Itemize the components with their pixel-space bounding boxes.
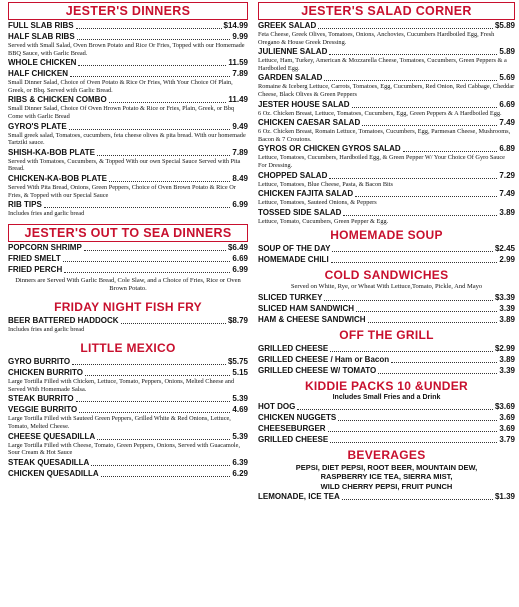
- menu-item-name: SHISH-KA-BOB PLATE: [8, 147, 95, 157]
- menu-item: [8, 32, 248, 57]
- menu-item-row: [8, 265, 248, 275]
- dot-leader: [44, 207, 231, 208]
- menu-item-row: [258, 118, 515, 128]
- menu-item: [258, 402, 515, 412]
- menu-item-row: [8, 316, 248, 326]
- menu-item: [258, 315, 515, 325]
- menu-item: [8, 69, 248, 94]
- dot-leader: [76, 401, 231, 402]
- menu-item-row: [258, 344, 515, 354]
- menu-item-row: [258, 255, 515, 265]
- dot-leader: [121, 323, 226, 324]
- menu-item-name: SOUP OF THE DAY: [258, 244, 331, 254]
- menu-item: [8, 148, 248, 173]
- menu-item-description: Lettuce, Tomato, Cucumbers, Green Pepper & Egg.: [258, 217, 389, 225]
- menu-item-row: [258, 244, 515, 254]
- menu-item: [258, 435, 515, 445]
- menu-item: [258, 492, 515, 502]
- menu-item-row: [8, 32, 248, 42]
- menu-item-row: [258, 424, 515, 434]
- menu-item-price: $5.89: [494, 21, 515, 30]
- menu-item-price: $1.39: [494, 492, 515, 502]
- dot-leader: [101, 476, 231, 477]
- menu-item-name: CHICKEN BURRITO: [8, 368, 83, 378]
- right-column: [258, 2, 515, 607]
- menu-item-price: 7.49: [499, 189, 515, 199]
- menu-item-name: RIBS & CHICKEN COMBO: [8, 95, 107, 105]
- cold-sandwiches-note: Served on White, Rye, or Wheat With Lettuce,Tomato, Pickle, And Mayo: [290, 283, 483, 291]
- out-to-sea-title: JESTER'S OUT TO SEA DINNERS: [8, 224, 248, 242]
- menu-item-description: Large Tortilla Filled with Sauteed Green Peppers, Grilled White & Red Onions, Lettuce, Tomato, Melted Cheese.: [8, 415, 231, 430]
- dot-leader: [78, 65, 226, 66]
- dot-leader: [72, 364, 226, 365]
- menu-item-name: HAM & CHEESE SANDWICH: [258, 314, 366, 324]
- menu-item-name: STEAK BURRITO: [8, 394, 74, 404]
- menu-item-price: 6.29: [232, 468, 248, 478]
- menu-item: [258, 413, 515, 423]
- cold-sandwiches-title: COLD SANDWICHES: [324, 268, 449, 283]
- menu-item-price: 3.89: [499, 354, 515, 364]
- menu-item-price: 6.39: [232, 457, 248, 467]
- menu-item-description: Small Dinner Salad, Choice of Oven Potato & Rice Or Fries, With Your Choice Of Plain, Greek, or Bbq. Served with Garlic Bread.: [8, 79, 233, 94]
- menu-item-name: STEAK QUESADILLA: [8, 457, 90, 467]
- menu-item-name: GREEK SALAD: [258, 21, 317, 30]
- menu-item-name: BEER BATTERED HADDOCK: [8, 315, 119, 325]
- menu-item-description: Served With Pita Bread, Onions, Green Peppers, Choice of Oven Brown Potato & Rice Or Fries, & Topped with our Special Sauce: [8, 183, 236, 199]
- menu-item-row: [258, 435, 515, 445]
- menu-item-price: 6.69: [232, 253, 248, 263]
- menu-item: [8, 432, 248, 457]
- menu-item: [8, 21, 248, 31]
- menu-item-price: 9.99: [232, 32, 248, 41]
- menu-item-row: [8, 21, 248, 31]
- menu-item-price: 2.99: [499, 255, 515, 265]
- menu-item: [8, 368, 248, 393]
- menu-item-row: [8, 174, 248, 184]
- dot-leader: [331, 262, 498, 263]
- menu-item-price: 9.49: [232, 121, 248, 131]
- menu-item-row: [8, 405, 248, 415]
- menu-item-price: 3.39: [499, 303, 515, 313]
- menu-item-row: [8, 254, 248, 264]
- menu-item-row: [8, 243, 248, 253]
- menu-item-price: 3.69: [499, 412, 515, 422]
- menu-item-name: SLICED TURKEY: [258, 292, 323, 302]
- menu-item-row: [258, 304, 515, 314]
- menu-item: [8, 405, 248, 430]
- menu-item-description: Small Dinner Salad, Choice Of Oven Hrown Potato & Rice or Fries, Plain, Greek, or Bbq Come with Garlic Bread: [8, 105, 235, 120]
- menu-item-price: 3.79: [499, 434, 515, 444]
- menu-item-price: 3.39: [499, 365, 515, 375]
- dot-leader: [356, 311, 497, 312]
- menu-item-description: Includes fries and garlic bread: [8, 210, 85, 218]
- menu-item: [8, 254, 248, 264]
- menu-item-row: [8, 69, 248, 79]
- menu-item-row: [8, 148, 248, 158]
- menu-item-row: [258, 144, 515, 154]
- menu-item: [8, 265, 248, 275]
- menu-item-row: [258, 47, 515, 57]
- menu-item-description: Large Tortilla Filled with Cheese, Tomato, Green Peppers, Onions, Served with Guacamole, Sour Cream & Hot Sauce: [8, 441, 241, 457]
- beverages-title: BEVERAGES: [347, 447, 426, 462]
- menu-item-name: GRILLED CHEESE: [258, 434, 329, 444]
- dot-leader: [84, 250, 226, 251]
- dot-leader: [330, 351, 493, 352]
- menu-item-name: CHICKEN FAJITA SALAD: [258, 189, 354, 199]
- menu-item-price: 5.15: [232, 368, 248, 378]
- menu-item-name: CHICKEN CAESAR SALAD: [258, 118, 361, 128]
- homemade-soup-title: HOMEMADE SOUP: [330, 228, 443, 243]
- menu-item-name: JESTER HOUSE SALAD: [258, 99, 350, 109]
- dot-leader: [76, 28, 222, 29]
- jesters-dinners-list: [8, 20, 248, 218]
- menu-item-description: Large Tortilla Filled with Chicken, Lettuce, Tomato, Peppers, Onions, Melted Cheese and Served With Homemade Salsa.: [8, 378, 235, 393]
- menu-item-row: [258, 413, 515, 423]
- little-mexico-title: LITTLE MEXICO: [80, 341, 176, 356]
- menu-item-row: [258, 171, 515, 181]
- beverages-lines: [258, 463, 515, 492]
- menu-item: [258, 344, 515, 354]
- menu-item: [258, 144, 515, 169]
- menu-item: [8, 458, 248, 468]
- menu-item-description: Lettuce, Tomatoes, Sauteed Onions, & Peppers: [258, 199, 377, 207]
- menu-item-price: 6.69: [499, 99, 515, 109]
- menu-item-name: CHEESE QUESADILLA: [8, 431, 96, 441]
- menu-item-name: GYRO'S PLATE: [8, 121, 67, 131]
- dot-leader: [352, 107, 498, 108]
- kiddie-packs-title: KIDDIE PACKS 10 &UNDER: [304, 378, 469, 393]
- beverages-list: [258, 491, 515, 502]
- menu-item: [258, 355, 515, 365]
- menu-item-price: $3.69: [494, 401, 515, 411]
- menu-item: [258, 366, 515, 376]
- menu-item-row: [258, 73, 515, 83]
- menu-item: [258, 189, 515, 207]
- jesters-dinners-title: JESTER'S DINNERS: [8, 2, 248, 20]
- dot-leader: [332, 251, 493, 252]
- dot-leader: [328, 431, 498, 432]
- menu-item-name: TOSSED SIDE SALAD: [258, 207, 342, 217]
- menu-item: [258, 304, 515, 314]
- menu-item-price: $2.99: [494, 343, 515, 353]
- menu-item-price: 8.49: [232, 173, 248, 183]
- menu-item-description: Served with Tomatoes, Cucumbers, & Topped With our own Special Sauce Served with Pita Bread.: [8, 157, 241, 173]
- menu-item: [8, 122, 248, 147]
- dot-leader: [324, 300, 493, 301]
- menu-item-row: [8, 58, 248, 68]
- dot-leader: [329, 54, 497, 55]
- menu-item-name: HALF CHICKEN: [8, 69, 68, 79]
- dot-leader: [109, 102, 227, 103]
- menu-item: [8, 95, 248, 120]
- left-column: [8, 2, 248, 607]
- dot-leader: [318, 28, 493, 29]
- menu-item-row: [258, 189, 515, 199]
- dot-leader: [297, 409, 493, 410]
- kiddie-packs-list: [258, 401, 515, 445]
- dot-leader: [343, 215, 497, 216]
- little-mexico-list: [8, 356, 248, 479]
- menu-item-row: [258, 100, 515, 110]
- menu-item-price: 7.89: [232, 69, 248, 79]
- menu-item: [258, 244, 515, 254]
- dot-leader: [329, 178, 497, 179]
- off-the-grill-list: [258, 343, 515, 376]
- menu-item-price: $14.99: [223, 21, 248, 30]
- menu-item-price: 3.69: [499, 423, 515, 433]
- menu-item: [258, 208, 515, 226]
- menu-item-row: [8, 95, 248, 105]
- menu-item-price: 3.89: [499, 314, 515, 324]
- menu-item-description: Includes fries and garlic bread: [8, 325, 85, 333]
- menu-item-description: Lettuce, Tomatoes, Blue Cheese, Pasta, & Bacon Bits: [258, 180, 393, 188]
- off-the-grill-title: OFF THE GRILL: [339, 327, 434, 342]
- menu-item-row: [8, 357, 248, 367]
- dot-leader: [85, 375, 230, 376]
- menu-item-price: 5.39: [232, 431, 248, 441]
- fish-fry-list: [8, 315, 248, 334]
- menu-item-price: $6.49: [227, 242, 248, 252]
- dot-leader: [368, 322, 498, 323]
- menu-item-name: HOMEMADE CHILI: [258, 255, 329, 265]
- menu-item: [8, 394, 248, 404]
- menu-item: [258, 100, 515, 118]
- menu-item: [258, 21, 515, 46]
- menu-item-price: 5.39: [232, 394, 248, 404]
- menu-item: [8, 58, 248, 68]
- dot-leader: [324, 80, 497, 81]
- menu-item: [258, 171, 515, 189]
- out-to-sea-note: Dinners are Served With Garlic Bread, Cole Slaw, and a Choice of Fries, Rice or Oven Brown Potato.: [15, 276, 241, 293]
- menu-item-price: 7.49: [499, 118, 515, 128]
- menu-item-row: [258, 293, 515, 303]
- menu-item-row: [8, 200, 248, 210]
- menu-item-description: Lettuce, Tomatoes, Cucumbers, Hardboiled Egg, & Green Pepper W/ Your Choice Of Gyro Sauce For Dressing.: [258, 154, 505, 169]
- homemade-soup-list: [258, 243, 515, 265]
- cold-sandwiches-list: [258, 292, 515, 325]
- menu-item-row: [258, 402, 515, 412]
- dot-leader: [342, 499, 493, 500]
- menu-item: [8, 316, 248, 334]
- fish-fry-title: FRIDAY NIGHT FISH FRY: [54, 299, 202, 314]
- dot-leader: [391, 362, 497, 363]
- dot-leader: [362, 125, 497, 126]
- menu-item-description: Romaine & Iceberg Lettuce, Carrots, Tomatoes, Egg, Cucumbers, Red Onion, Red Cabbage, Cheddar Cheese, Black Olives & Green Peppers: [258, 83, 515, 98]
- menu-item-price: 11.59: [228, 58, 248, 68]
- menu-item-price: 3.89: [499, 207, 515, 217]
- menu-item-name: GRILLED CHEESE / Ham or Bacon: [258, 354, 390, 364]
- menu-item-name: VEGGIE BURRITO: [8, 405, 78, 415]
- menu-item-row: [8, 394, 248, 404]
- menu-item-name: HOT DOG: [258, 401, 296, 411]
- kiddie-packs-note: Includes Small Fries and a Drink: [332, 393, 441, 401]
- menu-item-row: [258, 355, 515, 365]
- menu-item-name: GRILLED CHEESE W/ TOMATO: [258, 365, 377, 375]
- dot-leader: [70, 76, 230, 77]
- dot-leader: [79, 412, 230, 413]
- dot-leader: [63, 261, 231, 262]
- menu-item-name: POPCORN SHRIMP: [8, 242, 82, 252]
- dot-leader: [330, 442, 497, 443]
- menu-item-price: $5.75: [227, 357, 248, 367]
- menu-item-price: 5.89: [499, 47, 515, 57]
- menu-item-name: GYROS OR CHICKEN GYROS SALAD: [258, 144, 401, 154]
- menu-item-row: [8, 368, 248, 378]
- menu-item-name: WHOLE CHICKEN: [8, 58, 77, 68]
- dot-leader: [91, 465, 230, 466]
- menu-item-name: CHICKEN NUGGETS: [258, 412, 337, 422]
- menu-item-name: GYRO BURRITO: [8, 357, 71, 367]
- dot-leader: [64, 272, 230, 273]
- menu-item-price: 5.69: [499, 73, 515, 83]
- menu-item: [258, 47, 515, 72]
- menu-item-name: CHICKEN QUESADILLA: [8, 468, 99, 478]
- beverage-line: RASPBERRY ICE TEA, SIERRA MIST,: [320, 472, 453, 482]
- dot-leader: [77, 39, 231, 40]
- menu-item-description: Small greek salad, Tomatoes, cucumbers, feta cheese olives & pita bread. With our homemade Tartziki sauce.: [8, 131, 246, 147]
- menu-item-name: LEMONADE, ICE TEA: [258, 492, 340, 502]
- menu-item-name: HALF SLAB RIBS: [8, 32, 75, 41]
- menu-item-description: Served with Small Salad, Oven Brown Potato and Rice Or Fries, Topped with our Homemade BBQ Sauce, with Garlic Bread.: [8, 42, 245, 57]
- salad-corner-list: [258, 20, 515, 225]
- menu-item: [258, 118, 515, 143]
- menu-item-price: $2.45: [494, 244, 515, 254]
- menu-item: [258, 255, 515, 265]
- menu-item-price: 7.89: [232, 147, 248, 157]
- out-to-sea-list: [8, 242, 248, 275]
- menu-item-price: 6.99: [232, 264, 248, 274]
- menu-item-row: [258, 366, 515, 376]
- menu-item: [8, 357, 248, 367]
- menu-item-name: CHICKEN-KA-BOB PLATE: [8, 173, 107, 183]
- menu-item-description: Feta Cheese, Greek Olives, Tomatoes, Onions, Anchovies, Cucumbers Hardboiled Egg, Fresh Oregano & House Greek Dressing.: [258, 31, 495, 46]
- menu-item-name: CHOPPED SALAD: [258, 170, 328, 180]
- dot-leader: [338, 420, 497, 421]
- beverage-line: WILD CHERRY PEPSI, FRUIT PUNCH: [320, 481, 453, 491]
- menu-item-name: FULL SLAB RIBS: [8, 21, 74, 30]
- menu-item-price: 4.69: [232, 405, 248, 415]
- menu-item-row: [8, 432, 248, 442]
- menu-item-price: $8.79: [227, 315, 248, 325]
- menu-item-row: [258, 21, 515, 31]
- menu-item: [8, 469, 248, 479]
- menu-item-row: [8, 469, 248, 479]
- menu-item-description: Lettuce, Ham, Turkey, American & Mozzarella Cheese, Tomatoes, Cucumbers, Green Peppers & a Hardboiled Egg.: [258, 57, 507, 72]
- menu-item-description: 6 Oz. Chicken Breast, Lettuce, Tomatoes, Cucumbers, Egg, Green Peppers & A Hardboiled Egg.: [258, 109, 502, 117]
- dot-leader: [378, 373, 497, 374]
- menu-item-price: $3.39: [494, 292, 515, 302]
- menu-item-row: [8, 122, 248, 132]
- menu-item-row: [258, 208, 515, 218]
- menu-item-row: [258, 315, 515, 325]
- menu-item: [8, 243, 248, 253]
- menu-item-name: FRIED PERCH: [8, 264, 63, 274]
- menu-item-row: [8, 458, 248, 468]
- dot-leader: [97, 439, 230, 440]
- menu-item: [8, 174, 248, 199]
- menu-item: [258, 424, 515, 434]
- menu-item: [258, 293, 515, 303]
- dot-leader: [403, 151, 498, 152]
- menu-item-price: 7.29: [499, 170, 515, 180]
- menu-item-name: GRILLED CHEESE: [258, 343, 329, 353]
- menu-item-price: 11.49: [228, 95, 248, 105]
- dot-leader: [355, 196, 497, 197]
- menu-item-row: [258, 492, 515, 502]
- menu-item-name: FRIED SMELT: [8, 253, 61, 263]
- menu-item-price: 6.89: [499, 144, 515, 154]
- dot-leader: [97, 155, 230, 156]
- menu-item: [258, 73, 515, 98]
- menu-item-price: 6.99: [232, 200, 248, 210]
- menu-item-name: GARDEN SALAD: [258, 73, 323, 83]
- menu-item: [8, 200, 248, 218]
- menu-item-description: 6 Oz. Chicken Breast, Romain Lettuce, Tomatoes, Cucumbers, Egg, Parmesan Cheese, Mushrooms, Bacon & 7 Croutons.: [258, 128, 511, 143]
- menu-item-name: RIB TIPS: [8, 200, 42, 210]
- dot-leader: [69, 129, 231, 130]
- salad-corner-title: JESTER'S SALAD CORNER: [258, 2, 515, 20]
- dot-leader: [109, 181, 230, 182]
- beverage-line: PEPSI, DIET PEPSI, ROOT BEER, MOUNTAIN DEW,: [295, 462, 478, 472]
- menu-item-name: JULIENNE SALAD: [258, 47, 328, 57]
- menu-item-name: CHEESEBURGER: [258, 423, 326, 433]
- menu-item-name: SLICED HAM SANDWICH: [258, 303, 354, 313]
